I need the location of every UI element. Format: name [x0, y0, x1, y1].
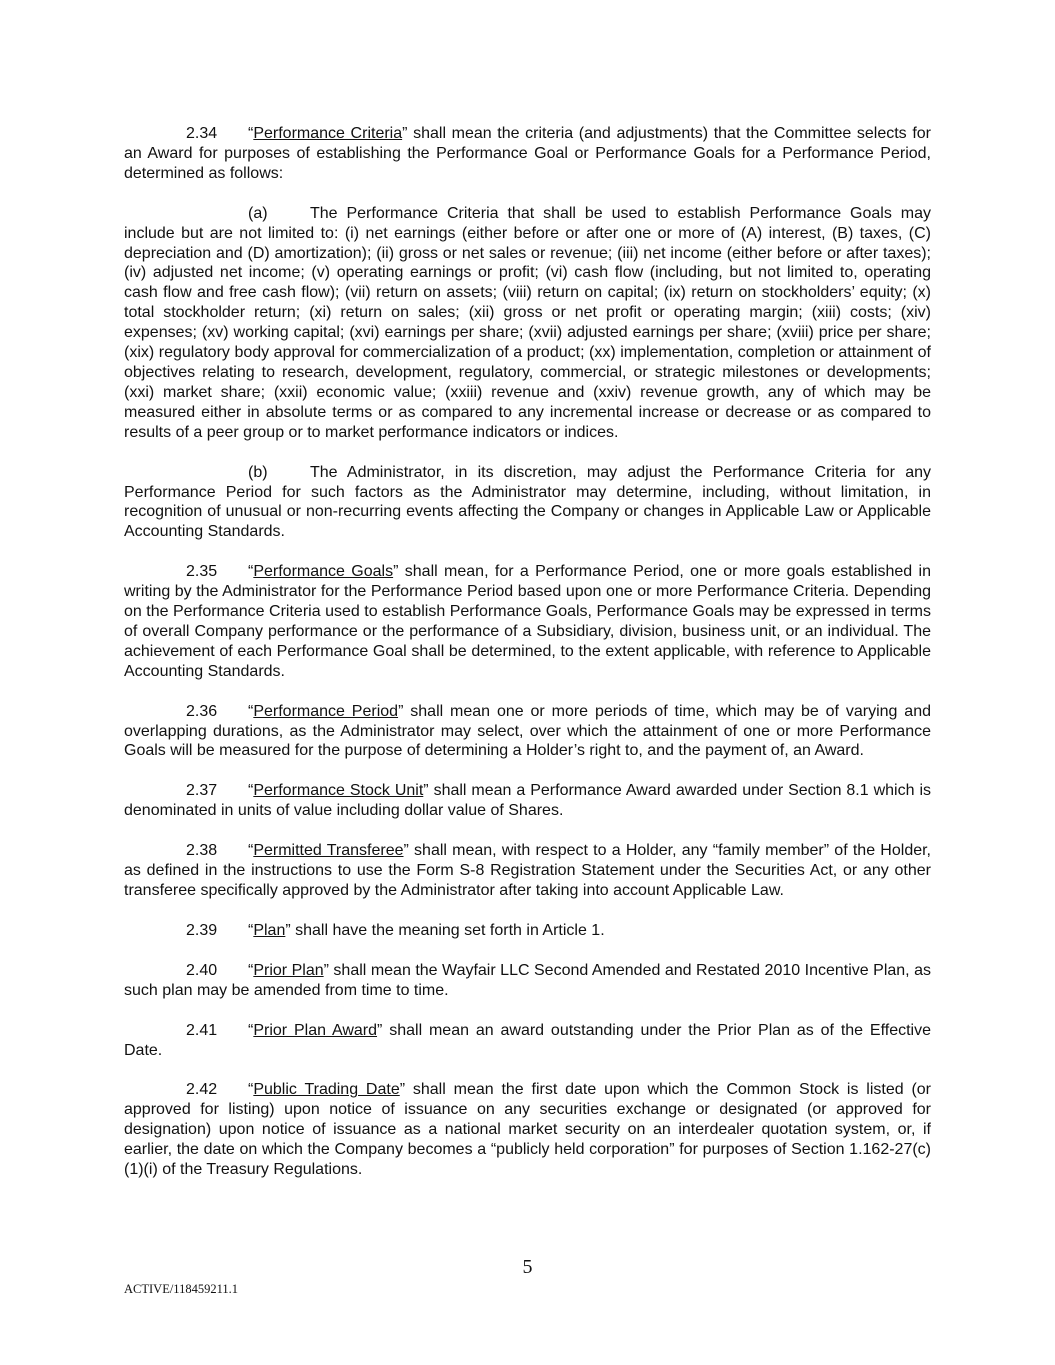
section-number: 2.41 — [186, 1021, 218, 1039]
definition-2-42 — [124, 1080, 931, 1180]
section-number: 2.35 — [186, 563, 218, 581]
section-number: 2.39 — [186, 921, 218, 939]
definition-text: ” shall mean the Wayfair LLC Second Amended and Restated 2010 Incentive Plan, as such plan may be amended from time to time. — [124, 961, 932, 999]
defined-term: Performance Stock Unit — [253, 782, 424, 800]
definition-text: ” shall mean the first date upon which the Common Stock is listed (or approved for listing) upon notice of issuance on any securities exchange or designated (or approved for designation) upon notice of issuance as a national market security on an interdealer quotation system, or, if earlier, the date on which the Company becomes a “publicly held corporation” for purposes of Section 1.162-27(c)(1)(i) of the Treasury Regulations. — [124, 1081, 932, 1179]
open-quote: “ — [248, 1021, 254, 1039]
subsection-2-34-a — [124, 204, 931, 443]
defined-term: Prior Plan — [253, 961, 324, 979]
page-number: 5 — [522, 1256, 533, 1278]
defined-term: Performance Goals — [253, 563, 394, 581]
definition-2-41 — [124, 1021, 931, 1061]
open-quote: “ — [248, 782, 254, 800]
defined-term: Public Trading Date — [253, 1081, 400, 1099]
subsection-2-34-b — [124, 463, 931, 543]
open-quote: “ — [248, 563, 254, 581]
section-number: 2.42 — [186, 1081, 218, 1099]
section-number: 2.38 — [186, 842, 218, 860]
open-quote: “ — [248, 842, 254, 860]
definition-text: ” shall mean, for a Performance Period, one or more goals established in writing by the Administrator for the Performance Period based upon one or more Performance Criteria. Depending on the Performance Criteria used to establish Performance Goals, Performance Goals may be expressed in terms of overall Company performance or the performance of a Subsidiary, division, business unit, or an individual. The achievement of each Performance Goal shall be determined, to the extent applicable, with reference to Applicable Accounting Standards. — [124, 563, 931, 680]
definition-2-38 — [124, 841, 931, 901]
definition-text: ” shall mean one or more periods of time, which may be of varying and overlapping durations, as the Administrator may select, over which the attainment of one or more Performance Goals will be measured for the purpose of determining a Holder’s right to, and the payment of, an Award. — [124, 702, 932, 760]
defined-term: Permitted Transferee — [253, 842, 404, 860]
definition-2-34 — [124, 124, 931, 184]
open-quote: “ — [248, 1081, 254, 1099]
document-id: ACTIVE/118459211.1 — [124, 1282, 238, 1296]
definition-text: ” shall mean, with respect to a Holder, any “family member” of the Holder, as defined in the instructions to use the Form S-8 Registration Statement under the Securities Act, or any other transferee specifically approved by the Administrator after taking into account Applicable Law. — [124, 842, 931, 899]
section-number: 2.37 — [186, 782, 218, 800]
defined-term: Performance Criteria — [253, 125, 403, 142]
definition-2-37 — [124, 781, 931, 821]
open-quote: “ — [248, 921, 254, 939]
definition-text: ” shall have the meaning set forth in Article 1. — [285, 921, 605, 939]
section-number: 2.36 — [186, 702, 218, 720]
defined-term: Prior Plan Award — [253, 1021, 378, 1039]
defined-term: Performance Period — [253, 702, 399, 720]
subsection-label: (b) — [248, 463, 268, 481]
definition-text: ” shall mean a Performance Award awarded under Section 8.1 which is denominated in units of value including dollar value of Shares. — [124, 782, 932, 820]
definition-2-35 — [124, 562, 931, 681]
defined-term: Plan — [253, 921, 286, 939]
definition-2-36 — [124, 702, 931, 762]
section-number: 2.40 — [186, 961, 218, 979]
definition-text: ” shall mean the criteria (and adjustments) that the Committee selects for an Award for purposes of establishing the Performance Goal or Performance Goals for a Performance Period, determined as follows: — [124, 125, 931, 182]
open-quote: “ — [248, 125, 254, 142]
open-quote: “ — [248, 961, 254, 979]
definition-text: ” shall mean an award outstanding under the Prior Plan as of the Effective Date. — [124, 1021, 932, 1059]
open-quote: “ — [248, 702, 254, 720]
subsection-label: (a) — [248, 204, 268, 222]
definition-2-39 — [124, 921, 931, 941]
subsection-text: The Performance Criteria that shall be used to establish Performance Goals may include but are not limited to: (i) net earnings (either before or after one or more of (A) interest, (B) taxes, (C) depreciation and (D) amortization); (ii) gross or net sales or revenue; (iii) net income (either before or after taxes); (iv) adjusted net income; (v) operating earnings or profit; (vi) cash flow (including, but not limited to, operating cash flow and free cash flow); (vii) return on assets; (viii) return on capital; (ix) return on stockholders’ equity; (x) total stockholder return; (xi) return on sales; (xii) gross or net profit or operating margin; (xiii) costs; (xiv) expenses; (xv) working capital; (xvi) earnings per share; (xvii) adjusted earnings per share; (xviii) price per share; (xix) regulatory body approval for commercialization of a product; (xx) implementation, completion or attainment of objectives relating to research, development, regulatory, commercial, or strategic milestones or developments; (xxi) market share; (xxii) economic value; (xxiii) revenue and (xxiv) revenue growth, any of which may be measured either in absolute terms or as compared to any incremental increase or decrease or as compared to results of a peer group or to market performance indicators or indices. — [124, 204, 931, 441]
subsection-text: The Administrator, in its discretion, may adjust the Performance Criteria for any Performance Period for such factors as the Administrator may determine, including, without limitation, in recognition of unusual or non-recurring events affecting the Company or changes in Applicable Law or Applicable Accounting Standards. — [124, 463, 931, 541]
section-number: 2.34 — [186, 125, 218, 142]
definition-2-40 — [124, 961, 931, 1001]
document-page — [124, 124, 931, 1200]
